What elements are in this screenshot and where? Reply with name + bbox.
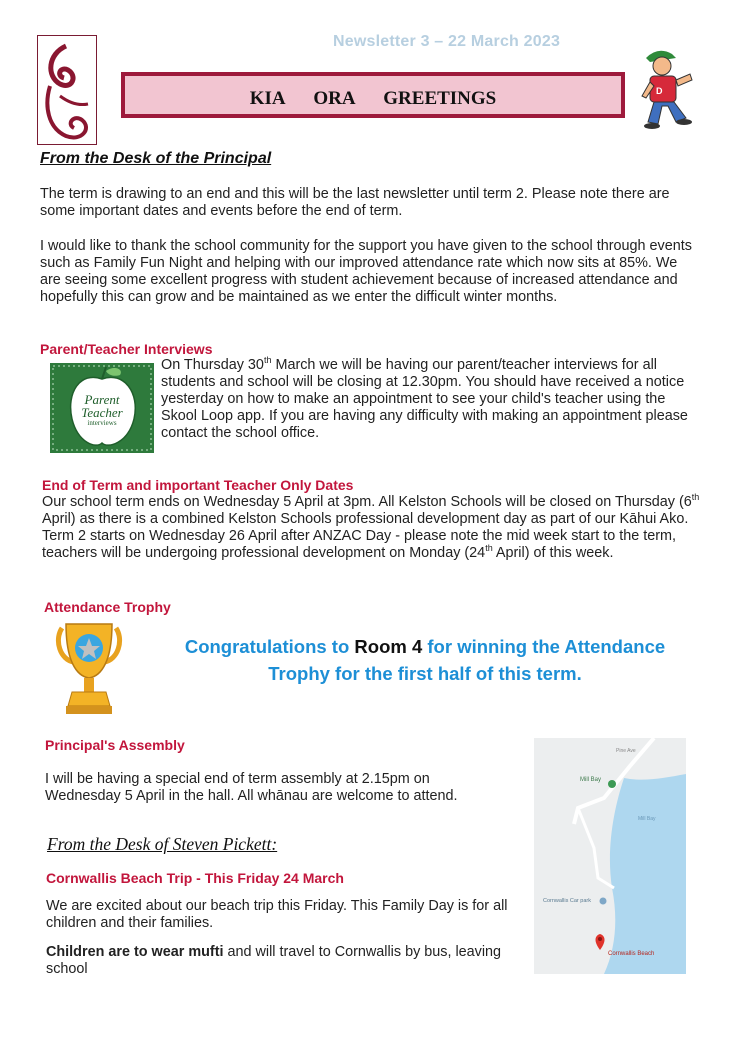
mufti-note: Children are to wear mufti — [46, 944, 224, 960]
banner-right: GREETINGS — [383, 88, 497, 109]
congratulations-message: Congratulations to Room 4 for winning the Attendance Trophy for the first half of this term. — [184, 636, 666, 684]
map-graphic — [534, 738, 686, 974]
trophy-icon — [54, 620, 124, 718]
principal-paragraph-1: The term is drawing to an end and this will be the last newsletter until term 2. Please note there are some important dates and events before the end of term. — [40, 186, 670, 219]
assembly-text: I will be having a special end of term assembly at 2.15pm on Wednesday 5 April in the hall. All whānau are welcome to attend. — [45, 771, 458, 804]
interviews-heading: Parent/Teacher Interviews — [40, 341, 213, 357]
trophy-image — [54, 620, 124, 718]
steven-heading: From the Desk of Steven Pickett: — [47, 834, 278, 854]
principal-heading: From the Desk of the Principal — [40, 150, 272, 167]
interviews-text: On Thursday 30th March we will be having our parent/teacher interviews for all students and school will be closing at 12.30pm. You should have received a notice yesterday on how to make an appointment to see your child's teacher using the Skool Loop app. If you are having any difficulty with making an appointment please contact the school office. — [161, 355, 688, 441]
school-logo — [37, 35, 97, 145]
map-label-water: Mill Bay — [638, 816, 656, 822]
parent-teacher-image — [50, 363, 154, 453]
koru-logo-icon — [38, 36, 96, 144]
mascot-character-icon — [636, 44, 700, 130]
attendance-heading: Attendance Trophy — [44, 599, 171, 615]
beach-paragraph-1: We are excited about our beach trip this Friday. This Family Day is for all children and their families. — [46, 898, 508, 931]
end-of-term-text: Our school term ends on Wednesday 5 April at 3pm. All Kelston Schools will be closed on Thursday (6th April) as there is a combined Kelston Schools professional development day as part of our Kāhui Ako. Term 2 starts on Wednesday 26 April after ANZAC Day - please note the mid week start to the term, teachers will be undergoing professional development on Monday (24th April) of this week. — [42, 492, 700, 561]
beach-heading: Cornwallis Beach Trip - This Friday 24 March — [46, 870, 344, 886]
mascot-image — [636, 44, 700, 130]
svg-text:D: D — [656, 86, 663, 96]
banner-title — [125, 88, 621, 110]
principal-paragraph-2: I would like to thank the school community for the support you have given to the school through events such as Family Fun Night and helping with our improved attendance rate which now sits at 85%. We are seeing some excellent progress with student achievement because of increased attendance and hopefully this can grow and be maintained as we enter the difficult winter months. — [40, 238, 692, 305]
banner-left: KIA ORA — [249, 88, 355, 109]
image-label-parent: Parent — [84, 392, 120, 407]
map-label-car-park: Cornwallis Car park — [543, 898, 591, 904]
image-label-teacher: Teacher — [81, 405, 123, 420]
room-name: Room 4 — [354, 636, 423, 657]
location-map — [534, 738, 686, 974]
map-label-road: Pine Ave — [616, 748, 636, 754]
greeting-banner — [121, 72, 625, 118]
end-of-term-heading: End of Term and important Teacher Only Dates — [42, 477, 354, 493]
beach-paragraph-2: Children are to wear mufti and will travel to Cornwallis by bus, leaving school — [46, 944, 502, 977]
map-label-beach: Cornwallis Beach — [608, 951, 655, 957]
assembly-heading: Principal's Assembly — [45, 737, 185, 753]
newsletter-title: Newsletter 3 – 22 March 2023 — [333, 33, 561, 50]
map-label-mill-bay: Mill Bay — [580, 777, 602, 783]
image-label-interviews: interviews — [87, 419, 117, 427]
